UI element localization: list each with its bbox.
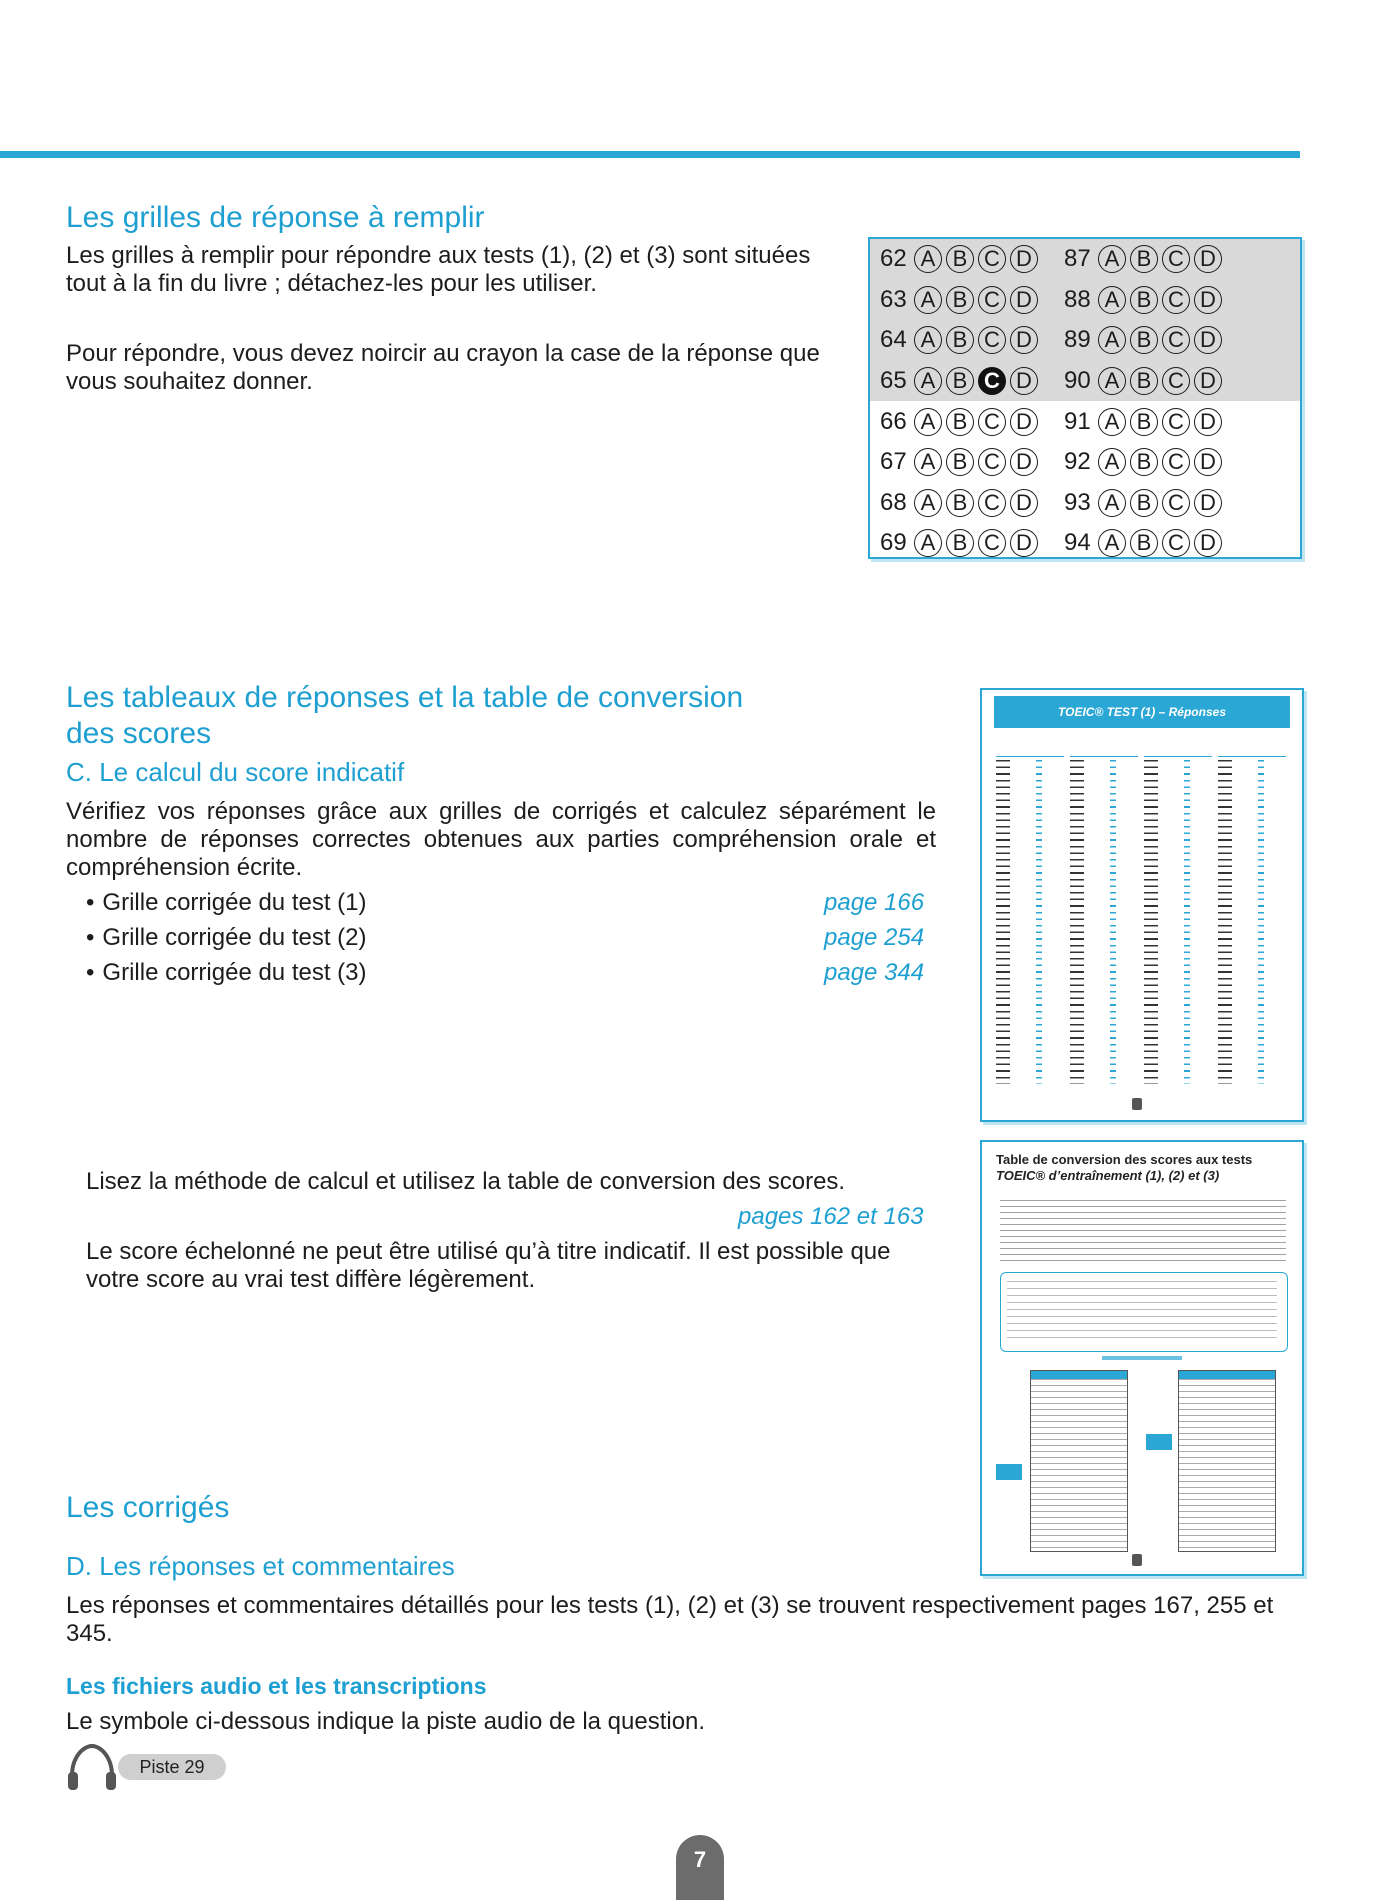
conversion-text-block	[1000, 1200, 1286, 1262]
question-number: 89	[1064, 326, 1091, 354]
answer-bubble: C	[978, 326, 1006, 354]
list-item	[86, 885, 946, 920]
answer-bubble: B	[946, 489, 974, 517]
track-label: Piste 29	[118, 1754, 226, 1780]
conversion-example-box	[1000, 1272, 1288, 1352]
answer-bubble: D	[1010, 448, 1038, 476]
answer-bubble-filled: C	[978, 367, 1006, 395]
page-reference: page 166	[824, 889, 925, 916]
answer-bubble: B	[1130, 408, 1158, 436]
answer-bubble: B	[1130, 286, 1158, 314]
answer-bubble: D	[1010, 286, 1038, 314]
answer-bubble: B	[1130, 326, 1158, 354]
conversion-table-thumbnail	[980, 1140, 1304, 1576]
answer-bubble: D	[1194, 448, 1222, 476]
answer-bubble: C	[1162, 529, 1190, 557]
answer-bubble: D	[1194, 367, 1222, 395]
answer-bubble: B	[1130, 489, 1158, 517]
answer-bubble: B	[946, 448, 974, 476]
method-pages-reference: pages 162 et 163	[738, 1203, 924, 1230]
answers-paragraph: Les réponses et commentaires détaillés pour les tests (1), (2) et (3) se trouvent respectivement pages 167, 255 et 345.	[66, 1592, 1274, 1647]
pencil-icon	[1132, 1098, 1142, 1110]
answer-bubble: A	[914, 489, 942, 517]
top-accent-bar	[0, 151, 1300, 158]
answer-bubble: A	[914, 448, 942, 476]
headphones-icon	[66, 1742, 118, 1792]
question-number: 65	[880, 367, 907, 395]
answer-bubble: D	[1010, 529, 1038, 557]
answer-bubble: C	[1162, 326, 1190, 354]
question-number: 94	[1064, 529, 1091, 557]
answer-bubble: A	[914, 367, 942, 395]
answer-bubble: D	[1010, 245, 1038, 273]
section-title-tables-line1: Les tableaux de réponses et la table de conversion	[66, 681, 744, 714]
answer-bubble: D	[1010, 408, 1038, 436]
reading-conversion-table	[1178, 1370, 1276, 1552]
example-marker	[1146, 1434, 1172, 1450]
answer-bubble: C	[1162, 245, 1190, 273]
question-number: 88	[1064, 285, 1091, 313]
answer-bubble: B	[946, 529, 974, 557]
answer-bubble: C	[978, 286, 1006, 314]
section-title-grids: Les grilles de réponse à remplir	[66, 201, 485, 234]
answer-bubble: D	[1194, 408, 1222, 436]
subtitle-score-calc: C. Le calcul du score indicatif	[66, 757, 405, 787]
answer-grid-row	[870, 483, 1300, 524]
answer-bubble: C	[978, 448, 1006, 476]
score-calc-paragraph: Vérifiez vos réponses grâce aux grilles de corrigés et calculez séparément le nombre de réponses correctes obtenues aux parties compréhension orale et compréhension écrite.	[66, 798, 936, 881]
answer-grid-row	[870, 361, 1300, 402]
grids-paragraph-2: Pour répondre, vous devez noircir au crayon la case de la réponse que vous souhaitez donner.	[66, 340, 820, 395]
answer-grid-row	[870, 280, 1300, 321]
answer-bubble: A	[1098, 489, 1126, 517]
section-title-corrections: Les corrigés	[66, 1491, 230, 1524]
answer-bubble: A	[1098, 245, 1126, 273]
listening-conversion-table	[1030, 1370, 1128, 1552]
page-reference: page 254	[824, 924, 925, 951]
question-number: 67	[880, 448, 907, 476]
question-number: 87	[1064, 245, 1091, 273]
answer-bubble: D	[1010, 367, 1038, 395]
question-number: 69	[880, 529, 907, 557]
answer-bubble: D	[1010, 489, 1038, 517]
answer-bubble: A	[1098, 367, 1126, 395]
answer-bubble: D	[1194, 286, 1222, 314]
page-reference: page 344	[824, 959, 925, 986]
answer-bubble: A	[1098, 408, 1126, 436]
answer-bubble: A	[914, 245, 942, 273]
answer-bubble: B	[946, 367, 974, 395]
grids-paragraph-1: Les grilles à remplir pour répondre aux tests (1), (2) et (3) sont situées tout à la fin du livre ; détachez-les pour les utiliser.	[66, 242, 811, 297]
pencil-icon	[1132, 1554, 1142, 1566]
answer-bubble: B	[946, 326, 974, 354]
list-item	[86, 920, 946, 955]
answer-bubble: A	[1098, 286, 1126, 314]
question-number: 91	[1064, 407, 1091, 435]
audio-paragraph: Le symbole ci-dessous indique la piste audio de la question.	[66, 1708, 706, 1735]
answer-bubble: B	[946, 286, 974, 314]
question-number: 90	[1064, 367, 1091, 395]
answer-grid-row	[870, 239, 1300, 280]
answer-grid-row	[870, 523, 1300, 559]
example-marker	[996, 1464, 1022, 1480]
answer-bubble: D	[1194, 529, 1222, 557]
answer-bubble: B	[946, 245, 974, 273]
answer-bubble: B	[946, 408, 974, 436]
subtitle-answers-comments: D. Les réponses et commentaires	[66, 1551, 455, 1581]
answer-bubble: A	[914, 529, 942, 557]
answer-bubble: A	[914, 326, 942, 354]
answer-bubble: C	[1162, 286, 1190, 314]
answer-bubble: C	[1162, 408, 1190, 436]
answer-bubble: A	[914, 408, 942, 436]
answer-bubble: B	[1130, 529, 1158, 557]
conversion-table-title	[996, 1152, 1292, 1184]
answers-table-thumbnail	[980, 688, 1304, 1122]
question-number: 63	[880, 285, 907, 313]
conversion-caption	[1102, 1356, 1182, 1360]
conversion-title-line1: Table de conversion des scores aux tests	[996, 1152, 1253, 1167]
answer-grid-row	[870, 442, 1300, 483]
answers-table-header: TOEIC® TEST (1) – Réponses	[994, 696, 1290, 728]
answer-bubble: C	[1162, 489, 1190, 517]
audio-track-indicator	[66, 1742, 236, 1792]
score-note: Le score échelonné ne peut être utilisé qu’à titre indicatif. Il est possible que votre score au vrai test diffère légèrement.	[86, 1238, 891, 1293]
method-text: Lisez la méthode de calcul et utilisez la table de conversion des scores.	[86, 1168, 846, 1195]
answer-bubble: C	[978, 245, 1006, 273]
list-item-label: • Grille corrigée du test (1)	[86, 889, 367, 916]
answer-bubble: B	[1130, 448, 1158, 476]
question-number: 66	[880, 407, 907, 435]
answer-bubble: B	[1130, 245, 1158, 273]
answers-table-columns	[996, 736, 1288, 1092]
answer-bubble: A	[1098, 448, 1126, 476]
section-title-tables-line2: des scores	[66, 717, 212, 750]
answer-bubble: D	[1194, 326, 1222, 354]
list-item-label: • Grille corrigée du test (2)	[86, 924, 367, 951]
answer-bubble: C	[978, 489, 1006, 517]
question-number: 68	[880, 488, 907, 516]
answer-bubble: D	[1010, 326, 1038, 354]
question-number: 64	[880, 326, 907, 354]
list-item-label: • Grille corrigée du test (3)	[86, 959, 367, 986]
answer-grid-row	[870, 401, 1300, 442]
answer-bubble: A	[914, 286, 942, 314]
answer-bubble: C	[1162, 448, 1190, 476]
conversion-title-line2: TOEIC® d’entraînement (1), (2) et (3)	[996, 1168, 1220, 1183]
answer-grid-row	[870, 320, 1300, 361]
question-number: 93	[1064, 488, 1091, 516]
question-number: 62	[880, 245, 907, 273]
answer-bubble: C	[1162, 367, 1190, 395]
answer-bubble: C	[978, 408, 1006, 436]
list-item	[86, 955, 946, 990]
answer-grid-example	[868, 237, 1302, 559]
audio-files-heading: Les fichiers audio et les transcriptions	[66, 1673, 487, 1699]
answer-bubble: A	[1098, 326, 1126, 354]
answer-bubble: C	[978, 529, 1006, 557]
corrected-grids-list	[86, 885, 946, 990]
answer-bubble: A	[1098, 529, 1126, 557]
answer-bubble: D	[1194, 489, 1222, 517]
answer-bubble: D	[1194, 245, 1222, 273]
answer-bubble: B	[1130, 367, 1158, 395]
question-number: 92	[1064, 448, 1091, 476]
page-number: 7	[676, 1835, 724, 1900]
